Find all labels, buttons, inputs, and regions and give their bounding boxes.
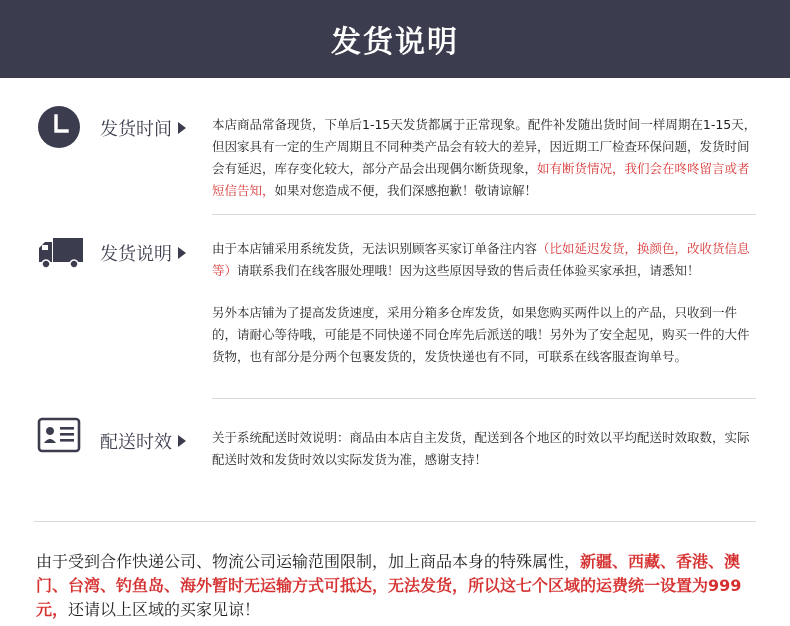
truck-icon (34, 228, 88, 278)
shipping-note-text-2: 另外本店铺为了提高发货速度，采用分箱多仓库发货，如果您购买两件以上的产品，只收到一件的，请耐心等待哦，可能是不同快递不同仓库先后派送的哦！另外为了安全起见，购买一件的大件货物，也有部分是分两个包裹发货的，发货快递也有不同，可联系在线客服查询单号。 (212, 305, 750, 364)
triangle-right-icon (178, 247, 186, 259)
shipping-note-text-1: 由于本店铺采用系统发货，无法识别顾客买家订单备注内容（比如延迟发货，换颜色，改收货信息等）请联系我们在线客服处理哦！因为这些原因导致的售后责任体验买家承担，请悉知！ (212, 241, 750, 278)
divider (212, 214, 756, 215)
triangle-right-icon (178, 122, 186, 134)
triangle-right-icon (178, 435, 186, 447)
header-banner (0, 0, 790, 78)
divider (212, 398, 756, 399)
section-title-shipping-note: 发货说明 (100, 240, 186, 266)
footer-notice: 由于受到合作快递公司、物流公司运输范围限制，加上商品本身的特殊属性，新疆、西藏、香港、澳门、台湾、钓鱼岛、海外暂时无运输方式可抵达，无法发货，所以这七个区域的运费统一设置为999元，还请以上区域的买家见谅！ (36, 552, 742, 619)
page-title: 发货说明 (331, 25, 459, 60)
clock-icon (34, 102, 84, 152)
divider (34, 521, 756, 522)
section-title-shipping-time: 发货时间 (100, 115, 186, 141)
section-title-delivery-time: 配送时效 (100, 428, 186, 454)
delivery-time-text: 关于系统配送时效说明：商品由本店自主发货，配送到各个地区的时效以平均配送时效取数，实际配送时效和发货时效以实际发货为准，感谢支持！ (212, 430, 750, 467)
shipping-time-text: 本店商品常备现货，下单后1-15天发货都属于正常现象。配件补发随出货时间一样周期在1-15天，但因家具有一定的生产周期且不同种类产品会有较大的差异，因近期工厂检查环保问题，发货时间会有延迟，库存变化较大，部分产品会出现偶尔断货现象，如有断货情况，我们会在咚咚留言或者短信告知，如果对您造成不便，我们深感抱歉！敬请谅解！ (212, 117, 757, 198)
delivery-card-icon (34, 410, 84, 460)
